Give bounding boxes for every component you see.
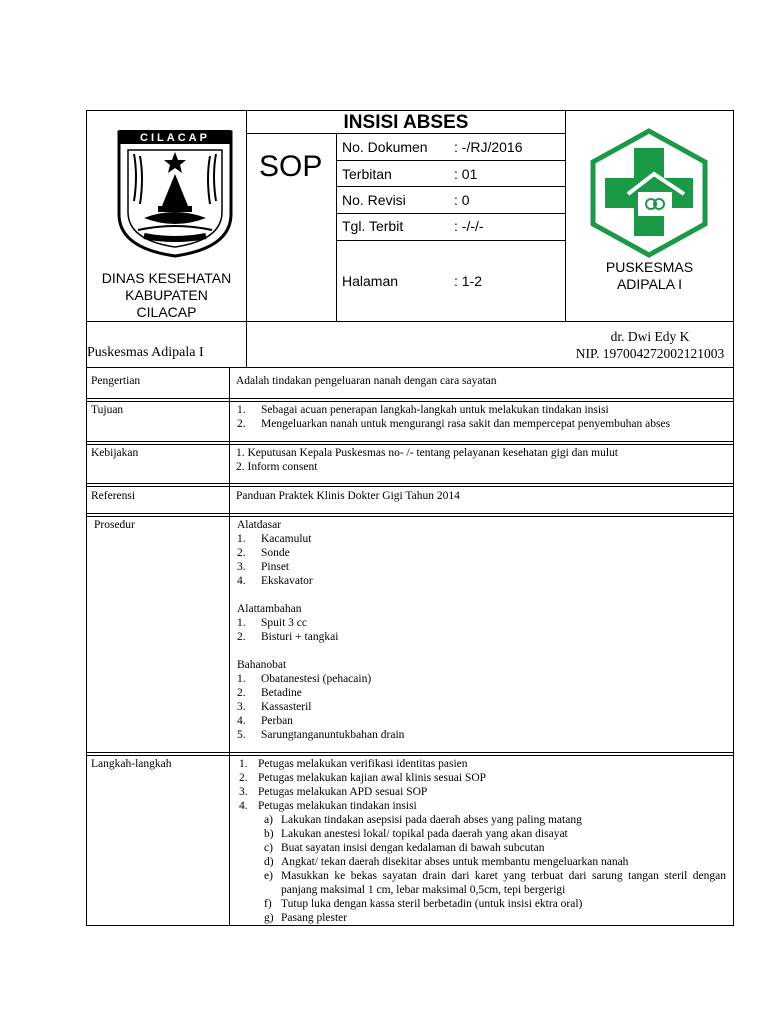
puskesmas-name-block [566,259,733,293]
dept-line-3: CILACAP [136,304,197,320]
list-item: 4. Ekskavator [237,575,313,587]
row-text-referensi: Panduan Praktek Klinis Dokter Gigi Tahun 2014 [236,490,460,502]
crest-banner-text: CILACAP [140,132,210,144]
meta-row-halaman [342,273,482,289]
meta-value: : 0 [454,192,470,208]
sop-label: SOP [259,150,323,183]
list-item: b) Lakukan anestesi lokal/ topikal pada daerah yang akan disayat [264,828,568,840]
content-border-bottom [86,925,734,926]
bahan-obat-title: Bahanobat [237,659,287,671]
meta-line-1 [336,160,566,161]
meta-row-dokumen [342,139,522,155]
dept-name-block [87,270,246,321]
meta-value: : -/RJ/2016 [454,139,523,155]
meta-row-terbitan [342,166,477,182]
langkah-list [239,757,726,813]
row-label-pengertian: Pengertian [91,375,141,387]
meta-label: Halaman [342,273,399,289]
list-item: 1. Petugas melakukan verifikasi identitas pasien [239,758,468,770]
list-item: 1. Spuit 3 cc [237,617,307,629]
row-text-pengertian: Adalah tindakan pengeluaran nanah dengan cara sayatan [236,375,497,387]
list-item: 2. Mengeluarkan nanah untuk mengurangi rasa sakit dan mempercepat penyembuhan abses [237,418,671,430]
list-item: f) Tutup luka dengan kassa steril berbetadin (untuk insisi ektra oral) [264,898,583,910]
row-label-referensi: Referensi [91,490,136,502]
puskesmas-line-2: ADIPALA I [616,276,683,292]
list-item: c) Buat sayatan insisi dengan kedalaman di bawah subcutan [264,842,545,854]
kebijakan-line-1: 1. Keputusan Kepala Puskesmas no- /- tentang pelayanan kesehatan gigi dan mulut [236,447,618,459]
list-item: d) Angkat/ tekan daerah disekitar abses untuk membantu mengeluarkan nanah [264,856,629,868]
signer-nip: NIP. 197004272002121003 [575,346,725,361]
list-item: e) Masukkan ke bekas sayatan drain dari karet yang terbuat dari sarung tangan steril dengan panjang maksimal 1 cm, lebar maksimal 0,5cm, tepi bergerigi [264,870,726,896]
row-sep-2 [86,441,734,442]
meta-label: No. Revisi [342,192,406,208]
sop-divider [336,133,337,322]
dept-line-1: DINAS KESEHATAN [101,270,232,286]
puskesmas-line-1: PUSKESMAS [605,259,694,275]
list-item: g) Pasang plester [264,912,348,924]
tujuan-list [237,403,727,431]
row-label-prosedur: Prosedur [94,519,135,531]
langkah-sub-list [239,813,726,925]
content-border-left [86,367,87,926]
row-sep-3b [86,486,734,487]
header-border-top [86,110,734,111]
meta-value: : 01 [454,166,478,182]
alat-dasar-title: Alatdasar [237,519,282,531]
alat-dasar-list [237,532,727,588]
row-label-langkah: Langkah-langkah [91,758,172,770]
meta-label: Tgl. Terbit [342,218,404,234]
row-sep-4 [86,513,734,514]
location-label: Puskesmas Adipala I [87,345,204,360]
list-item: 1. Sebagai acuan penerapan langkah-langkah untuk melakukan tindakan insisi [237,404,609,416]
list-item: 2. Betadine [237,687,302,699]
meta-line-3 [336,213,566,214]
list-item: 2. Bisturi + tangkai [237,631,339,643]
row-sep-4b [86,516,734,517]
list-item: 3. Kassasteril [237,701,312,713]
list-item: 3. Petugas melakukan APD sesuai SOP [239,786,428,798]
list-item: 1. Kacamulut [237,533,312,545]
content-border-right [733,367,734,926]
list-item: 4. Petugas melakukan tindakan insisi [239,800,417,812]
kebijakan-text [236,446,726,474]
content-divider [229,367,230,926]
meta-label: Terbitan [342,166,392,182]
row-sep-1 [86,398,734,399]
row-sep-5b [86,755,734,756]
list-item: 2. Sonde [237,547,290,559]
langkah-content [239,757,726,925]
signer-block [566,328,734,362]
header-border-bottom [86,367,734,368]
header-border-left [86,110,87,368]
row-sep-5 [86,752,734,753]
list-item: 1. Obatanestesi (pehacain) [237,673,372,685]
list-item: 4. Perban [237,715,293,727]
puskesmas-logo [588,128,710,258]
dept-line-2: KABUPATEN [125,287,208,303]
meta-line-2 [336,186,566,187]
prosedur-content [237,518,727,742]
row-sep-1b [86,401,734,402]
list-item: 2. Petugas melakukan kajian awal klinis sesuai SOP [239,772,487,784]
meta-value: : 1-2 [454,273,483,289]
list-item: 3. Pinset [237,561,290,573]
alat-tambahan-title: Alattambahan [237,603,302,615]
meta-row-tgl-terbit [342,218,484,234]
list-item: 5. Sarungtanganuntukbahan drain [237,729,405,741]
cilacap-crest-logo [114,126,236,258]
header-divider-row [86,321,734,322]
meta-row-revisi [342,192,470,208]
row-label-tujuan: Tujuan [91,404,124,416]
bahan-obat-list [237,672,727,742]
row-label-kebijakan: Kebijakan [91,447,139,459]
page-title: INSISI ABSES [343,112,469,133]
header-divider-left [246,110,247,368]
row-sep-3 [86,483,734,484]
row-sep-2b [86,444,734,445]
list-item: a) Lakukan tindakan asepsisi pada daerah abses yang paling matang [264,814,582,826]
kebijakan-line-2: 2. Inform consent [236,461,318,473]
signer-name: dr. Dwi Edy K [610,329,690,344]
meta-label: No. Dokumen [342,139,428,155]
alat-tambahan-list [237,616,727,644]
meta-value: : -/-/- [454,218,484,234]
meta-line-4 [336,240,566,241]
